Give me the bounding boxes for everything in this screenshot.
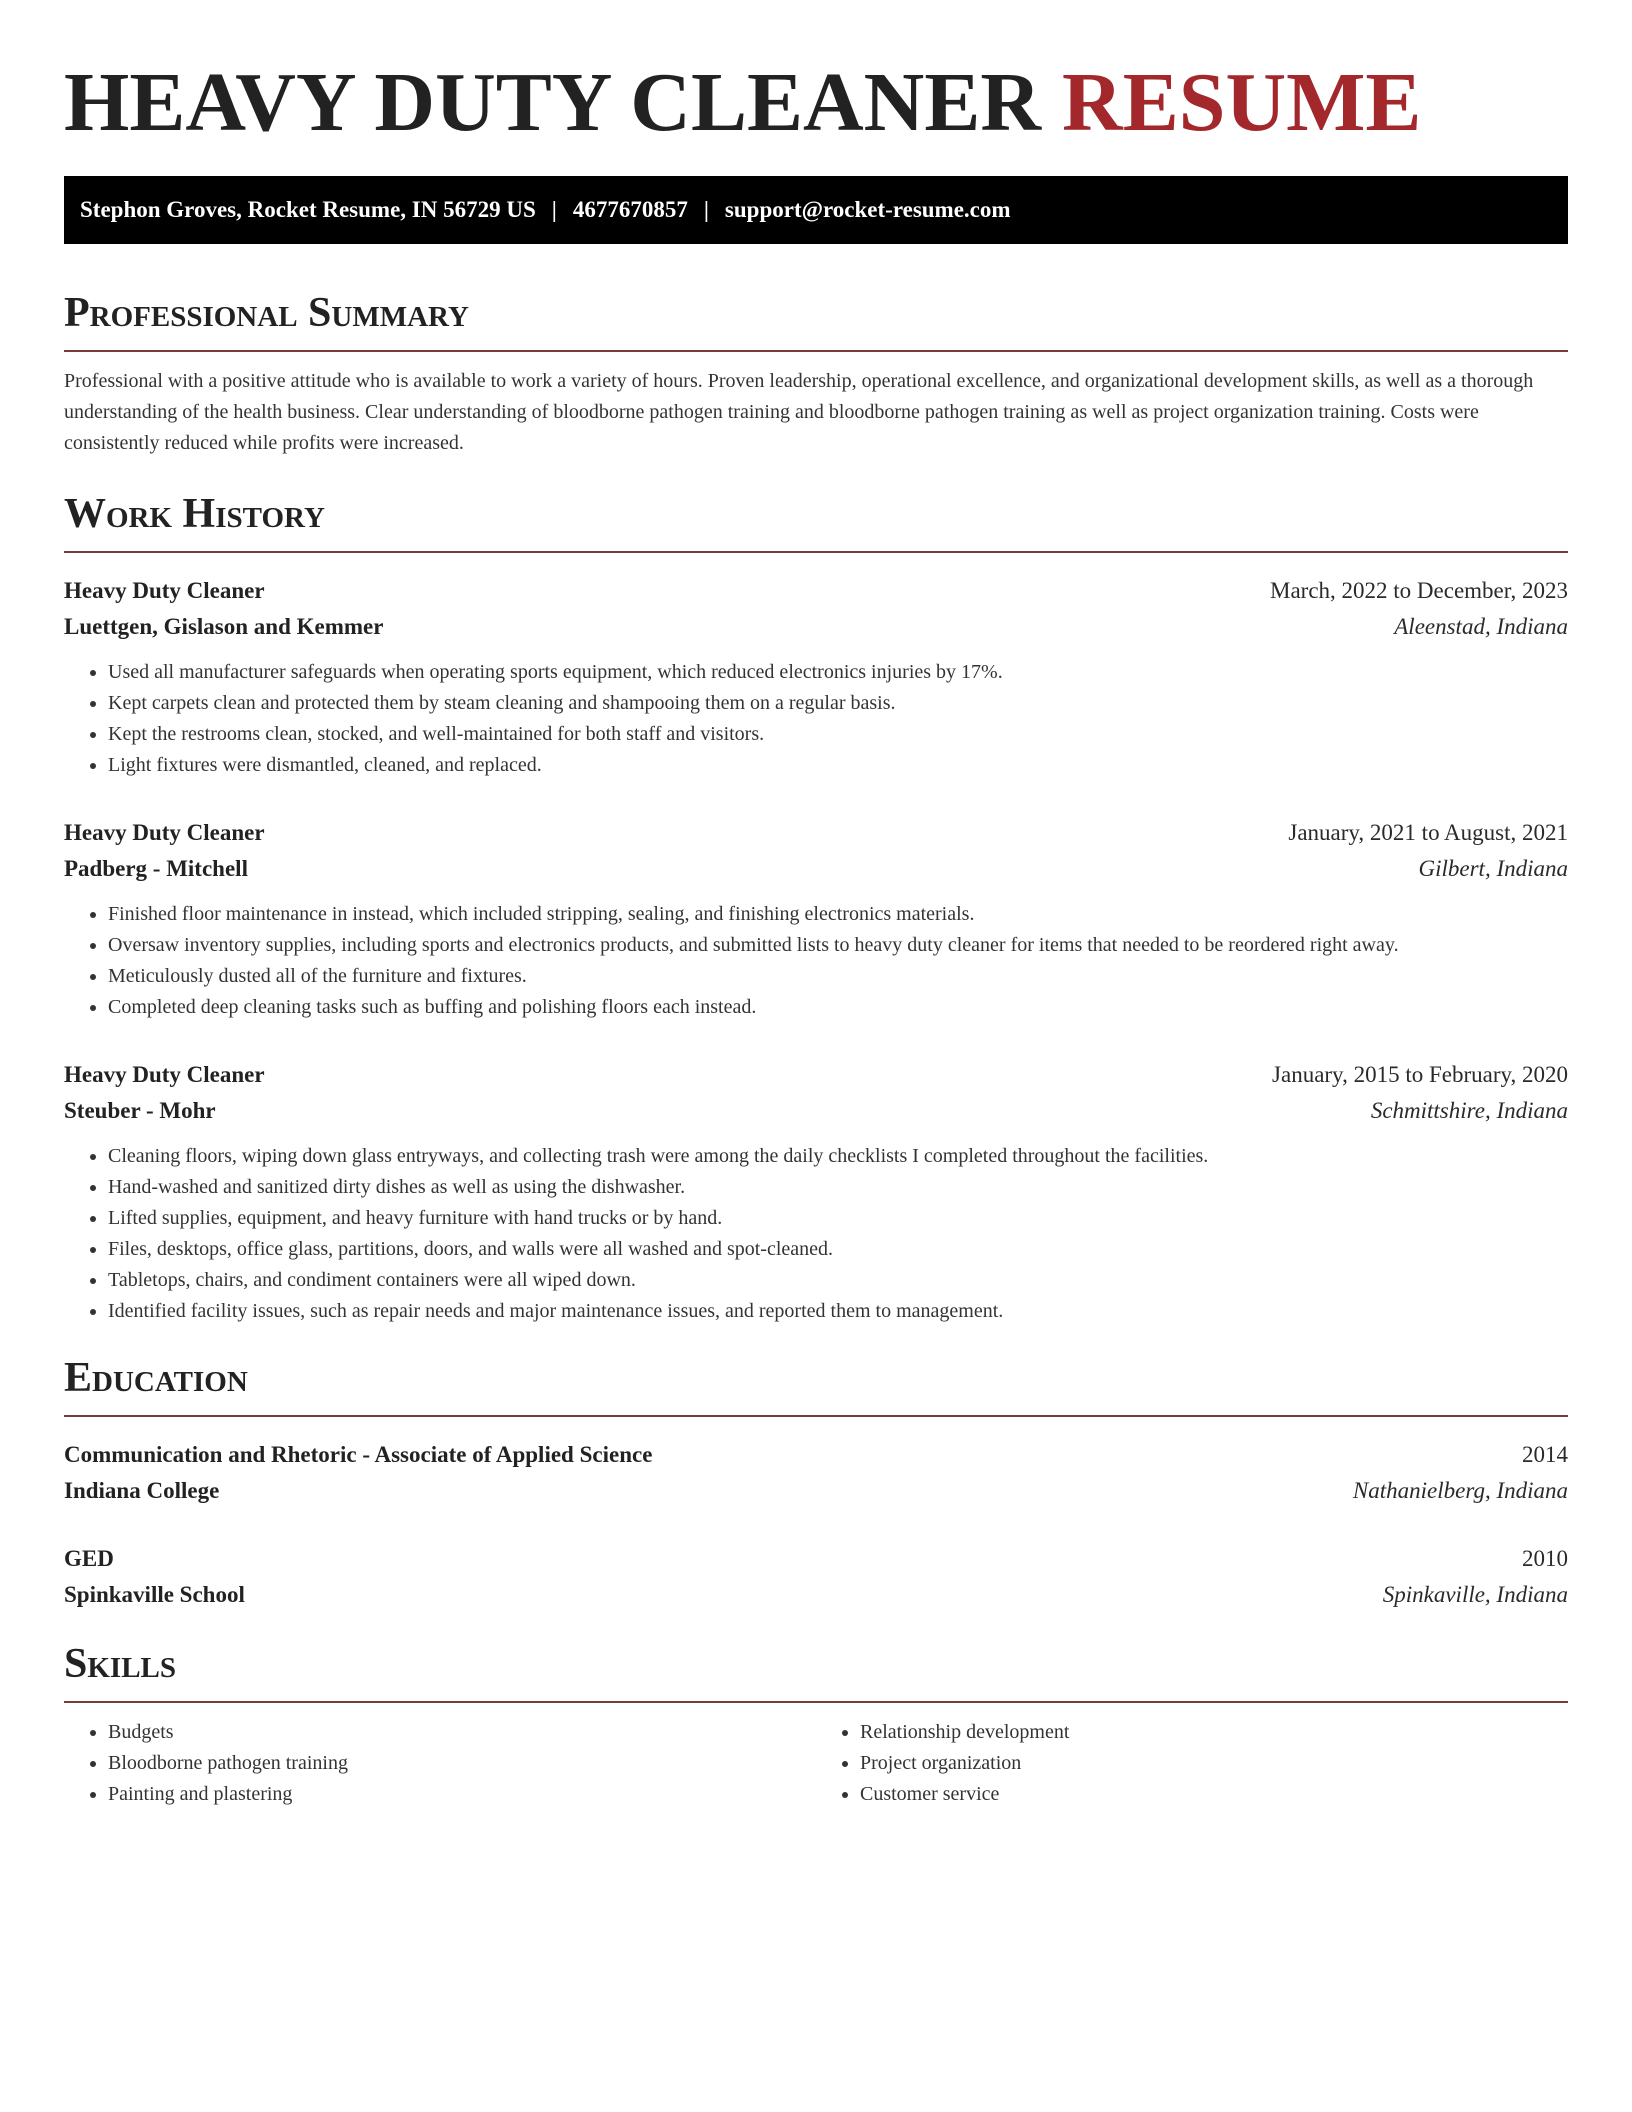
contact-address: Stephon Groves, Rocket Resume, IN 56729 US: [80, 197, 536, 222]
job-bullet: • Light fixtures were dismantled, cleaned, and replaced.: [108, 750, 1568, 781]
job-company-row: [64, 609, 1568, 645]
education-degree: GED: [64, 1546, 114, 1571]
job-bullet: • Hand-washed and sanitized dirty dishes as well as using the dishwasher.: [108, 1172, 1568, 1203]
skill-item: • Budgets: [108, 1717, 816, 1748]
education-year: 2010: [1522, 1546, 1568, 1571]
work-history-section: [64, 489, 1568, 1327]
job-company: Padberg - Mitchell: [64, 856, 248, 881]
education-school: Spinkaville School: [64, 1582, 245, 1607]
job-bullets: [64, 1141, 1568, 1327]
education-degree-row: [64, 1541, 1568, 1577]
job-location: Schmittshire, Indiana: [1370, 1098, 1568, 1123]
job-title: Heavy Duty Cleaner: [64, 820, 265, 845]
education-degree-row: [64, 1437, 1568, 1473]
title-main: HEAVY DUTY CLEANER: [64, 56, 1063, 149]
job-bullet: • Completed deep cleaning tasks such as buffing and polishing floors each instead.: [108, 992, 1568, 1023]
job-company-row: [64, 851, 1568, 887]
job-title: Heavy Duty Cleaner: [64, 578, 265, 603]
job-title-row: [64, 815, 1568, 851]
education-entry: [64, 1541, 1568, 1613]
job-dates: March, 2022 to December, 2023: [1270, 578, 1568, 603]
skill-item: • Relationship development: [860, 1717, 1568, 1748]
job-location: Gilbert, Indiana: [1418, 856, 1568, 881]
job-bullet: • Kept the restrooms clean, stocked, and well-maintained for both staff and visitors.: [108, 719, 1568, 750]
summary-text: Professional with a positive attitude who is available to work a variety of hours. Proven leadership, operational excellence, and organizational development skills, as well as a thorough understanding of the health business. Clear understanding of bloodborne pathogen training and bloodborne pathogen training as well as project organization training. Costs were consistently reduced while profits were increased.: [64, 370, 1534, 454]
work-history-heading: Work History: [64, 489, 1568, 553]
job-entry: [64, 1057, 1568, 1327]
contact-separator: |: [703, 197, 709, 222]
job-entry: [64, 573, 1568, 781]
contact-phone: 4677670857: [572, 197, 688, 222]
skill-item: • Bloodborne pathogen training: [108, 1748, 816, 1779]
job-bullets: [64, 899, 1568, 1023]
education-school: Indiana College: [64, 1478, 220, 1503]
job-bullet: • Files, desktops, office glass, partitions, doors, and walls were all washed and spot-cleaned.: [108, 1234, 1568, 1265]
contact-separator: |: [551, 197, 557, 222]
job-company-row: [64, 1093, 1568, 1129]
skill-item: • Project organization: [860, 1748, 1568, 1779]
job-title-row: [64, 1057, 1568, 1093]
education-location: Nathanielberg, Indiana: [1352, 1478, 1568, 1503]
education-school-row: [64, 1473, 1568, 1509]
job-bullet: • Lifted supplies, equipment, and heavy furniture with hand trucks or by hand.: [108, 1203, 1568, 1234]
job-bullet: • Finished floor maintenance in instead, which included stripping, sealing, and finishing electronics materials.: [108, 899, 1568, 930]
education-entry: [64, 1437, 1568, 1509]
resume-title: [64, 50, 1568, 156]
job-entry: [64, 815, 1568, 1023]
job-dates: January, 2021 to August, 2021: [1288, 820, 1568, 845]
skills-section: [64, 1639, 1568, 1810]
job-title-row: [64, 573, 1568, 609]
job-dates: January, 2015 to February, 2020: [1272, 1062, 1568, 1087]
job-bullets: [64, 657, 1568, 781]
job-bullet: • Oversaw inventory supplies, including sports and electronics products, and submitted lists to heavy duty cleaner for items that needed to be reordered right away.: [108, 930, 1568, 961]
skills-heading: Skills: [64, 1639, 1568, 1703]
job-bullet: • Cleaning floors, wiping down glass entryways, and collecting trash were among the daily checklists I completed throughout the facilities.: [108, 1141, 1568, 1172]
job-company: Luettgen, Gislason and Kemmer: [64, 614, 384, 639]
job-bullet: • Tabletops, chairs, and condiment containers were all wiped down.: [108, 1265, 1568, 1296]
job-company: Steuber - Mohr: [64, 1098, 216, 1123]
job-bullet: • Meticulously dusted all of the furniture and fixtures.: [108, 961, 1568, 992]
education-year: 2014: [1522, 1442, 1568, 1467]
education-section: [64, 1353, 1568, 1613]
job-location: Aleenstad, Indiana: [1394, 614, 1568, 639]
title-accent: RESUME: [1062, 56, 1422, 149]
job-title: Heavy Duty Cleaner: [64, 1062, 265, 1087]
contact-bar: [64, 176, 1568, 244]
job-bullet: • Kept carpets clean and protected them by steam cleaning and shampooing them on a regular basis.: [108, 688, 1568, 719]
education-location: Spinkaville, Indiana: [1382, 1582, 1568, 1607]
skill-item: • Customer service: [860, 1779, 1568, 1810]
job-bullet: • Used all manufacturer safeguards when operating sports equipment, which reduced electronics injuries by 17%.: [108, 657, 1568, 688]
education-school-row: [64, 1577, 1568, 1613]
education-heading: Education: [64, 1353, 1568, 1417]
skills-column-right: [816, 1717, 1568, 1810]
contact-email: support@rocket-resume.com: [724, 197, 1011, 222]
skills-column-left: [64, 1717, 816, 1810]
education-degree: Communication and Rhetoric - Associate of Applied Science: [64, 1442, 653, 1467]
summary-heading: Professional Summary: [64, 288, 1568, 352]
skills-grid: [64, 1717, 1568, 1810]
summary-section: [64, 288, 1568, 459]
skill-item: • Painting and plastering: [108, 1779, 816, 1810]
job-bullet: • Identified facility issues, such as repair needs and major maintenance issues, and reported them to management.: [108, 1296, 1568, 1327]
